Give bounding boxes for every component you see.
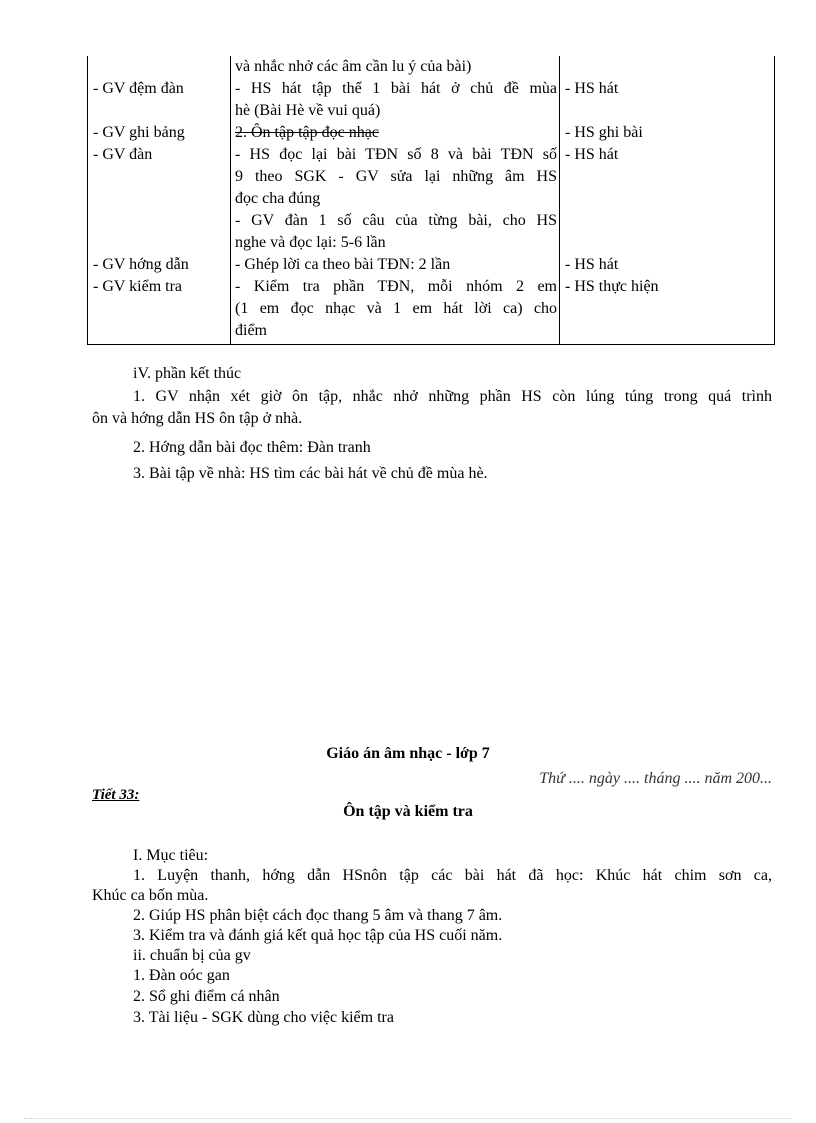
table-cell: - GV kiểm tra [93,278,183,295]
table-cell: - GV hớng dẫn [93,256,189,273]
lesson-date: Thứ .... ngày .... tháng .... năm 200... [539,770,772,787]
paragraph [92,386,772,430]
lesson-number: Tiết 33: [92,787,140,803]
table-cell [235,56,557,78]
table-cell: - HS hát [565,256,619,273]
table-divider [559,56,560,344]
cell-text: nghe và đọc lại: 5-6 lần [235,234,386,251]
table-cell [235,78,557,122]
cell-text: đọc cha đúng [235,190,321,207]
cell-text: và nhắc nhở các âm cần lu ý của bài) [235,58,472,75]
table-cell: - HS hát [565,80,619,97]
cell-text: - GV đàn 1 số câu của từng bài, cho HS [235,212,557,229]
table-cell: - HS hát [565,146,619,163]
cell-text: 2. Ôn tập tập đọc nhạc [235,124,379,141]
table-cell: - GV đàn [93,146,153,163]
paragraph-line: ôn và hớng dẫn HS ôn tập ở nhà. [92,410,303,427]
list-item: 3. Kiểm tra và đánh giá kết quả học tập của HS cuối năm. [133,927,503,944]
table-cell: - HS ghi bài [565,124,643,141]
table-cell: - HS thực hiện [565,278,659,295]
cell-text: điểm [235,322,267,339]
table-divider [230,56,231,344]
cell-text: (1 em đọc nhạc và 1 em hát lời ca) cho [235,300,557,317]
paragraph-line: Khúc ca bốn mùa. [92,887,209,904]
page-bottom-divider [24,1118,792,1119]
table-cell [235,122,557,144]
list-item: 1. Đàn oóc gan [133,967,230,984]
section-heading: I. Mục tiêu: [133,847,209,864]
list-item: 3. Tài liệu - SGK dùng cho việc kiểm tra [133,1009,394,1026]
cell-text: hè (Bài Hè về vui quá) [235,102,381,119]
cell-text: - Ghép lời ca theo bài TĐN: 2 lần [235,256,451,273]
table-cell: - GV đệm đàn [93,80,184,97]
lesson-subtitle: Ôn tập và kiểm tra [343,803,473,820]
list-item: 2. Sổ ghi điểm cá nhân [133,988,280,1005]
section-heading: ii. chuẩn bị của gv [133,947,251,964]
paragraph-line: 1. GV nhận xét giờ ôn tập, nhắc nhở những phần HS còn lúng túng trong quá trình [133,388,772,405]
cell-text: - HS đọc lại bài TĐN số 8 và bài TĐN số [235,146,557,163]
paragraph [92,866,772,906]
cell-text: - HS hát tập thể 1 bài hát ở chủ đề mùa [235,80,557,97]
list-item: 3. Bài tập về nhà: HS tìm các bài hát về chủ đề mùa hè. [133,465,488,482]
paragraph-line: 1. Luyện thanh, hớng dẫn HSnôn tập các bài hát đã học: Khúc hát chim sơn ca, [133,867,772,884]
lesson-title: Giáo án âm nhạc - lớp 7 [326,745,490,762]
table-cell [235,254,557,276]
list-item: 2. Hớng dẫn bài đọc thêm: Đàn tranh [133,439,371,456]
list-item: 2. Giúp HS phân biệt cách đọc thang 5 âm và thang 7 âm. [133,907,503,924]
table-cell [235,144,557,254]
cell-text: 9 theo SGK - GV sửa lại những âm HS [235,168,557,185]
cell-text: - Kiểm tra phần TĐN, mỗi nhóm 2 em [235,278,557,295]
table-cell [235,276,557,342]
section-heading: iV. phần kết thúc [133,365,242,382]
activity-table [87,56,775,345]
table-cell: - GV ghi bảng [93,124,185,141]
